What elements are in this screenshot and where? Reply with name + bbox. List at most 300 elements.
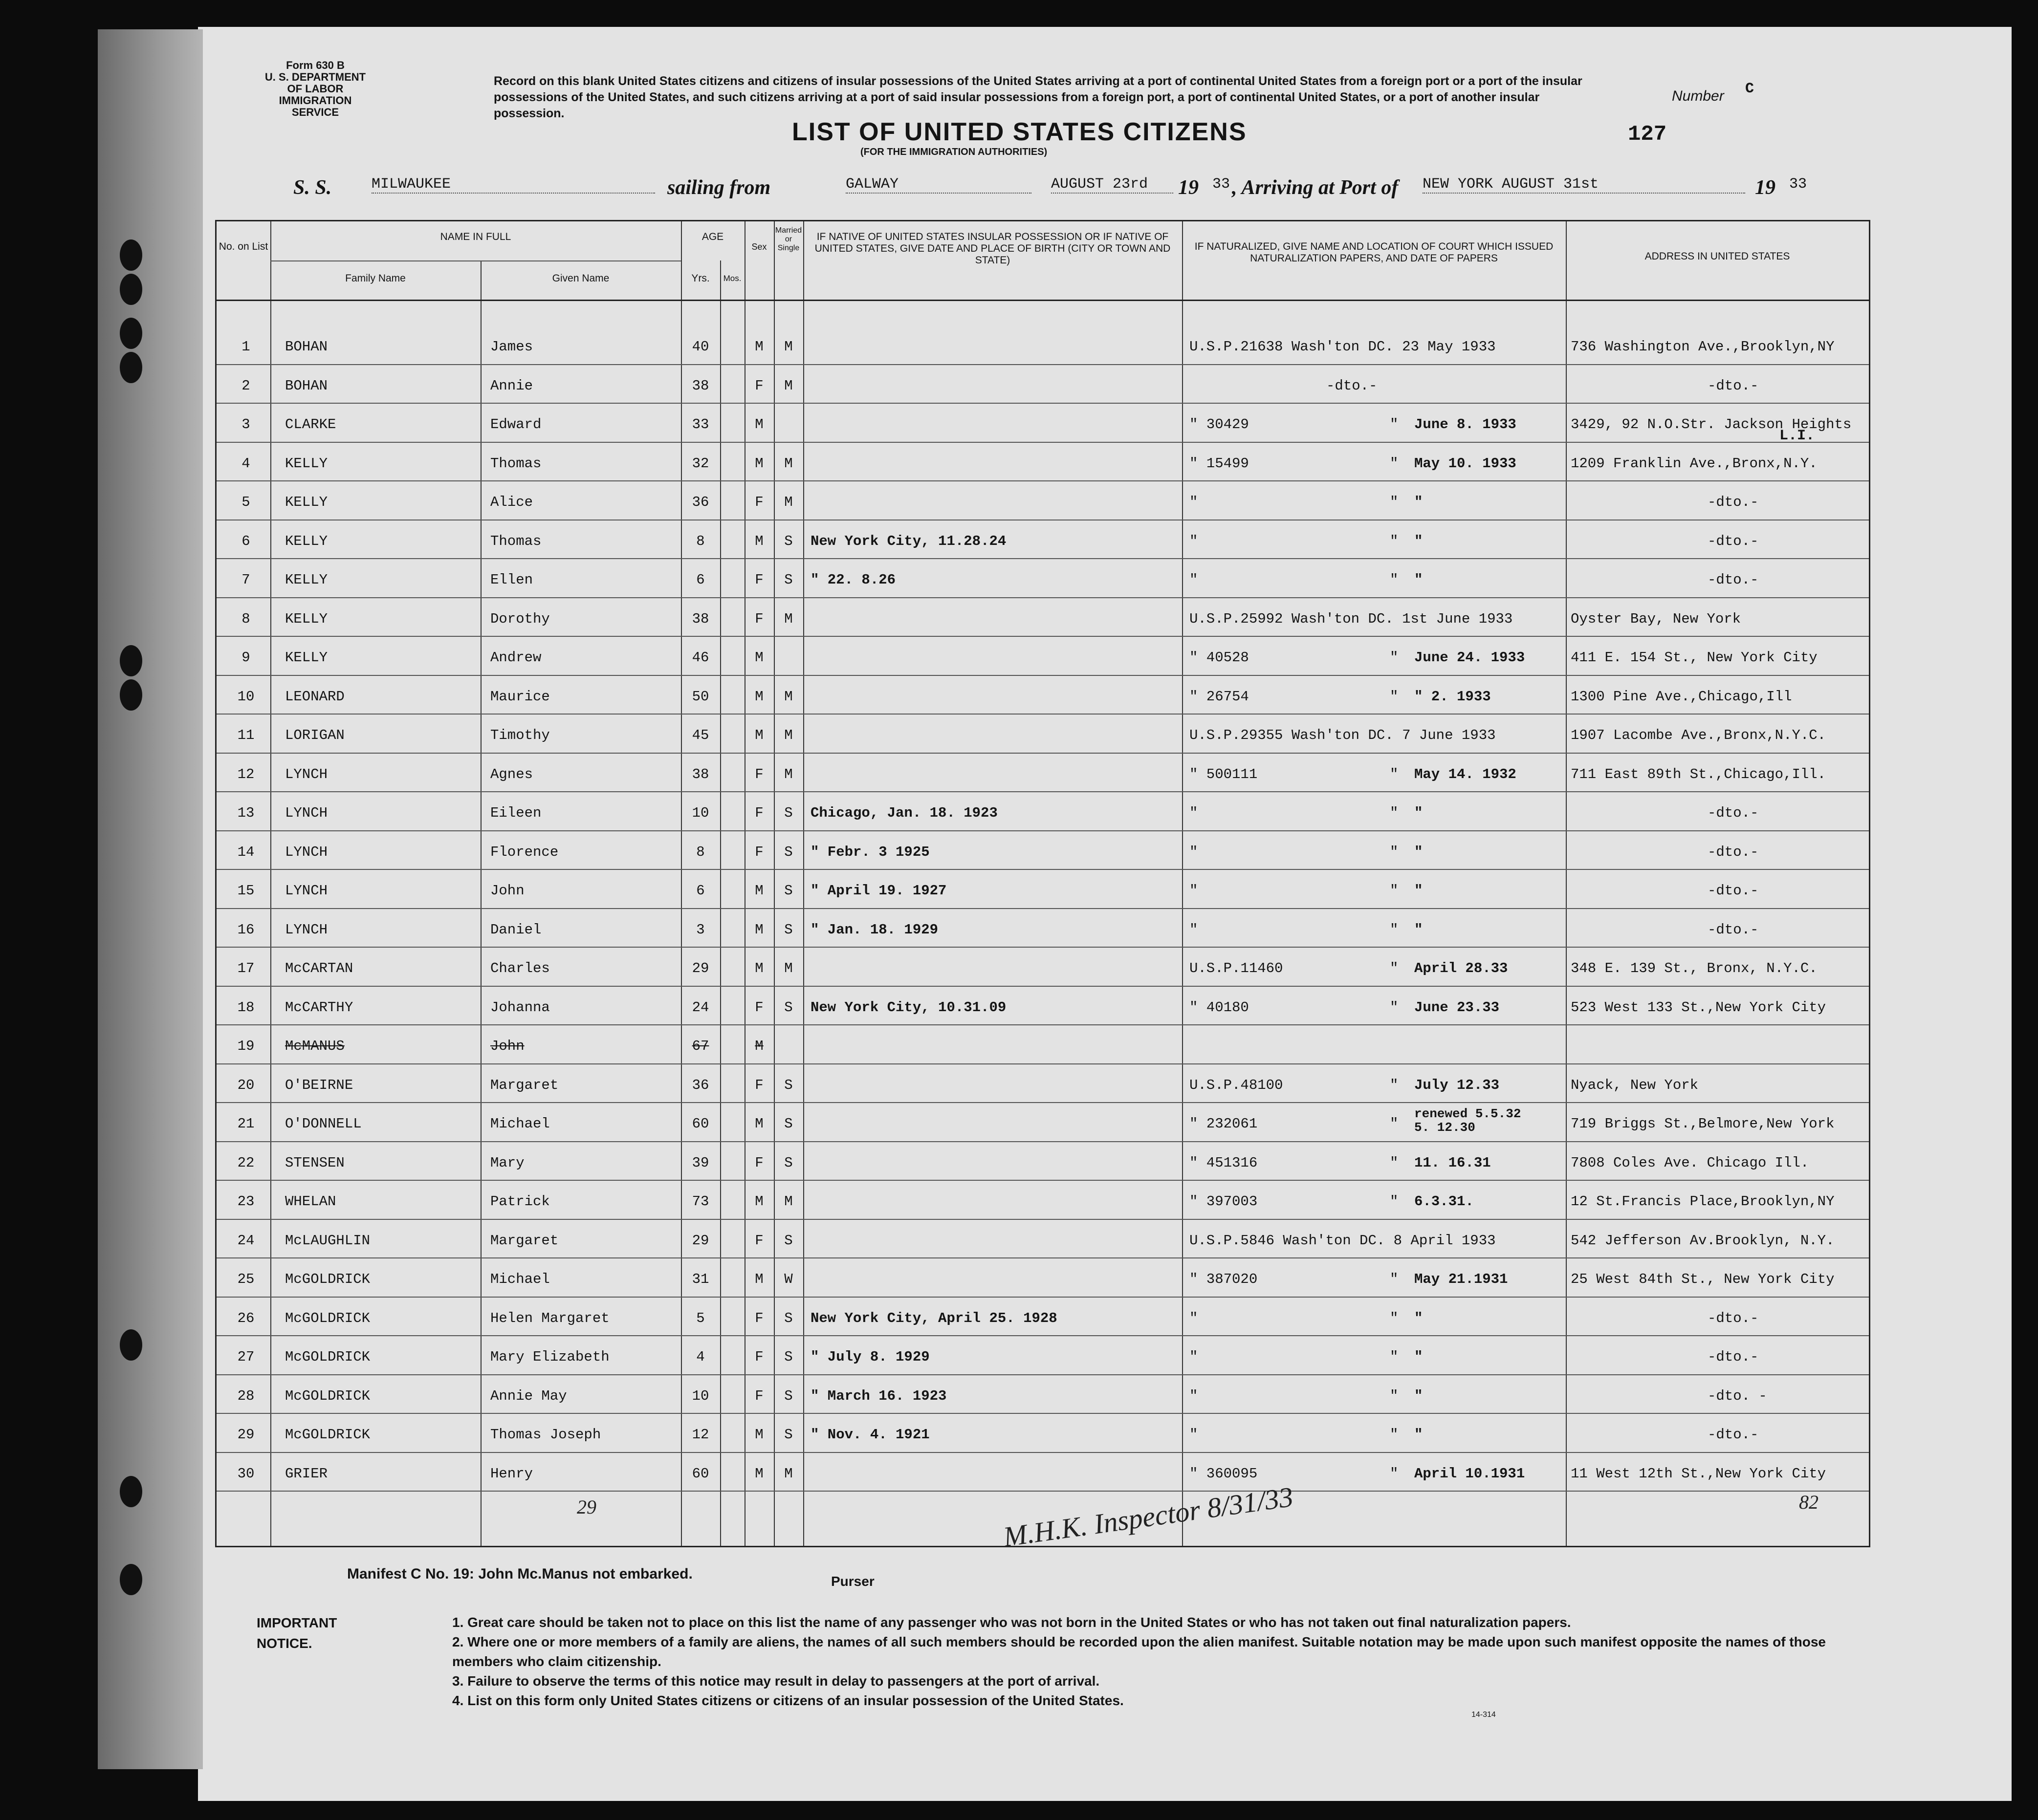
marital-status: S (784, 999, 793, 1016)
sex: M (755, 1193, 764, 1210)
marital-status: S (784, 883, 793, 899)
col-married: Married or Single (775, 226, 802, 252)
sex: M (755, 339, 764, 355)
row-number: 3 (241, 416, 250, 433)
given-name: Margaret (490, 1232, 559, 1249)
given-name: Helen Margaret (490, 1310, 610, 1326)
row-number: 28 (237, 1387, 255, 1404)
address: -dto.- (1708, 921, 1759, 938)
count-note: 82 (1799, 1491, 1819, 1513)
row-number: 24 (237, 1232, 255, 1249)
naturalization-date: renewed 5.5.32 5. 12.30 (1414, 1106, 1521, 1135)
row-number: 18 (237, 999, 255, 1016)
naturalization-court: " (1390, 455, 1399, 472)
naturalization-cert: " (1189, 1387, 1198, 1404)
naturalization-court: " (1390, 1310, 1399, 1326)
binder-hole (120, 1564, 142, 1595)
sex: F (755, 844, 764, 860)
naturalization-date: 11. 16.31 (1414, 1154, 1491, 1171)
birth-info: Chicago, Jan. 18. 1923 (811, 805, 998, 821)
address: -dto.- (1708, 805, 1759, 821)
age-years: 36 (692, 494, 709, 510)
binding-strip (98, 29, 203, 1769)
naturalization-court: " (1390, 1271, 1399, 1287)
age-years: 10 (692, 1387, 709, 1404)
family-name: LORIGAN (285, 727, 345, 743)
birth-info: " Nov. 4. 1921 (811, 1427, 930, 1443)
birth-info: New York City, 10.31.09 (811, 999, 1007, 1016)
row-number: 1 (241, 339, 250, 355)
naturalization-cert: " 30429 (1189, 416, 1249, 433)
sex: M (755, 1116, 764, 1132)
given-name: Thomas (490, 455, 542, 472)
given-name: Patrick (490, 1193, 550, 1210)
row-number: 20 (237, 1077, 255, 1093)
naturalization-cert: " 26754 (1189, 688, 1249, 705)
marital-status: S (784, 805, 793, 821)
naturalization-court: " (1390, 688, 1399, 705)
family-name: LYNCH (285, 921, 328, 938)
family-name: STENSEN (285, 1154, 345, 1171)
family-name: McMANUS (285, 1038, 345, 1054)
address: 348 E. 139 St., Bronx, N.Y.C. (1571, 960, 1818, 976)
row-rule (217, 1297, 1869, 1298)
sex: F (755, 494, 764, 510)
naturalization-court: " (1390, 1193, 1399, 1210)
address: 12 St.Francis Place,Brooklyn,NY (1571, 1193, 1835, 1210)
row-rule (217, 1141, 1869, 1142)
family-name: KELLY (285, 455, 328, 472)
sex: F (755, 805, 764, 821)
given-name: Alice (490, 494, 533, 510)
binder-hole (120, 1329, 142, 1361)
marital-status: S (784, 1232, 793, 1249)
naturalization-court: " (1390, 1077, 1399, 1093)
birth-info: New York City, 11.28.24 (811, 533, 1007, 549)
address: 736 Washington Ave.,Brooklyn,NY (1571, 339, 1835, 355)
given-name: Henry (490, 1465, 533, 1482)
age-years: 45 (692, 727, 709, 743)
sex: F (755, 1232, 764, 1249)
notice-item: 2. Where one or more members of a family are aliens, the names of all such members should be recorded upon the alien manifest. Suitable notation may be made upon such manifest opposite the names of those members who claim citizenship. (452, 1634, 1826, 1669)
age-years: 31 (692, 1271, 709, 1287)
marital-status: M (784, 688, 793, 705)
naturalization-cert: " 451316 (1189, 1154, 1258, 1171)
address: -dto.- (1708, 533, 1759, 549)
row-rule (217, 558, 1869, 559)
marital-status: S (784, 1077, 793, 1093)
marital-status: M (784, 455, 793, 472)
naturalization-court: " (1390, 1349, 1399, 1365)
row-rule (217, 1374, 1869, 1375)
address: -dto.- (1708, 883, 1759, 899)
row-rule (217, 1219, 1869, 1220)
family-name: KELLY (285, 572, 328, 588)
naturalization-court: " (1390, 960, 1399, 976)
row-number: 2 (241, 377, 250, 394)
naturalization-court: " (1390, 805, 1399, 821)
naturalization-court: " (1390, 883, 1399, 899)
notice-heading: IMPORTANT NOTICE. (257, 1615, 337, 1651)
row-rule (217, 1257, 1869, 1258)
age-years: 39 (692, 1154, 709, 1171)
sex: F (755, 1077, 764, 1093)
given-name: James (490, 339, 533, 355)
row-number: 5 (241, 494, 250, 510)
sex: M (755, 883, 764, 899)
naturalization-cert: " 397003 (1189, 1193, 1258, 1210)
address: 1907 Lacombe Ave.,Bronx,N.Y.C. (1571, 727, 1826, 743)
marital-status: S (784, 921, 793, 938)
naturalization-cert: " (1189, 921, 1198, 938)
col-birth: IF NATIVE OF UNITED STATES INSULAR POSSESSION OR IF NATIVE OF UNITED STATES, GIVE DATE AND PLACE OF BIRTH (CITY OR TOWN AND STATE) (814, 231, 1171, 266)
marital-status: M (784, 610, 793, 627)
binder-hole (120, 318, 142, 349)
purser-label: Purser (831, 1574, 875, 1589)
age-years: 29 (692, 1232, 709, 1249)
given-name: Annie May (490, 1387, 567, 1404)
sex: F (755, 1154, 764, 1171)
family-name: O'DONNELL (285, 1116, 362, 1132)
row-number: 9 (241, 650, 250, 666)
col-age: AGE (701, 231, 724, 242)
naturalization-cert: " (1189, 883, 1198, 899)
sex: F (755, 1349, 764, 1365)
list-number-label: Number (1672, 88, 1724, 104)
row-number: 7 (241, 572, 250, 588)
row-rule (217, 714, 1869, 715)
birth-info: New York City, April 25. 1928 (811, 1310, 1057, 1326)
family-name: LYNCH (285, 883, 328, 899)
age-years: 38 (692, 766, 709, 782)
address: Oyster Bay, New York (1571, 610, 1741, 627)
naturalization-court: " (1390, 533, 1399, 549)
sail-year-prefix: 19 (1178, 176, 1199, 199)
marital-status: S (784, 1154, 793, 1171)
row-rule (217, 636, 1869, 637)
marital-status: S (784, 1349, 793, 1365)
row-number: 12 (237, 766, 255, 782)
naturalization-cert: " (1189, 533, 1198, 549)
family-name: O'BEIRNE (285, 1077, 353, 1093)
row-rule (217, 1024, 1869, 1025)
sex: M (755, 921, 764, 938)
sex: M (755, 416, 764, 433)
family-name: LEONARD (285, 688, 345, 705)
age-years: 46 (692, 650, 709, 666)
family-name: McGOLDRICK (285, 1427, 371, 1443)
page-title: LIST OF UNITED STATES CITIZENS (792, 118, 1247, 146)
row-rule (217, 1063, 1869, 1064)
given-name: Thomas (490, 533, 542, 549)
given-name: Mary (490, 1154, 525, 1171)
family-name: BOHAN (285, 377, 328, 394)
sex: M (755, 960, 764, 976)
row-number: 23 (237, 1193, 255, 1210)
sex: M (755, 1465, 764, 1482)
row-number: 11 (237, 727, 255, 743)
given-name: Florence (490, 844, 559, 860)
sex: M (755, 1271, 764, 1287)
naturalization-court: " (1390, 494, 1399, 510)
marital-status: M (784, 1193, 793, 1210)
given-name: Mary Elizabeth (490, 1349, 610, 1365)
col-no: No. on List (219, 241, 268, 252)
family-name: GRIER (285, 1465, 328, 1482)
row-number: 22 (237, 1154, 255, 1171)
naturalization-court: " (1390, 1116, 1399, 1132)
notice-item: 4. List on this form only United States citizens or citizens of an insular possession of the United States. (452, 1693, 1124, 1708)
naturalization-date: " (1414, 572, 1423, 588)
row-number: 14 (237, 844, 255, 860)
given-name: Michael (490, 1271, 550, 1287)
naturalization-cert: " (1189, 1349, 1198, 1365)
age-years: 67 (692, 1038, 709, 1054)
sex: M (755, 688, 764, 705)
age-years: 60 (692, 1465, 709, 1482)
naturalization-cert: " 40180 (1189, 999, 1249, 1016)
birth-info: " March 16. 1923 (811, 1387, 947, 1404)
row-rule (217, 908, 1869, 909)
naturalization-date: June 8. 1933 (1414, 416, 1516, 433)
binder-hole (120, 1476, 142, 1507)
address: -dto.- (1708, 494, 1759, 510)
row-number: 17 (237, 960, 255, 976)
row-number: 29 (237, 1427, 255, 1443)
given-name: Charles (490, 960, 550, 976)
naturalization-cert: " 500111 (1189, 766, 1258, 782)
given-name: Margaret (490, 1077, 559, 1093)
sail-year: 33 (1212, 176, 1230, 193)
notice-items (452, 1613, 1831, 1711)
address: -dto.- (1708, 1310, 1759, 1326)
port-from: GALWAY (846, 176, 1031, 194)
naturalization-cert: " (1189, 1310, 1198, 1326)
family-name: McGOLDRICK (285, 1310, 371, 1326)
given-name: Thomas Joseph (490, 1427, 601, 1443)
sailing-label: sailing from (667, 176, 771, 199)
form-number: Form 630 B (286, 59, 345, 71)
address: 711 East 89th St.,Chicago,Ill. (1571, 766, 1826, 782)
binder-hole (120, 352, 142, 383)
naturalization-court: " (1390, 650, 1399, 666)
address: -dto.- (1708, 572, 1759, 588)
birth-info: " July 8. 1929 (811, 1349, 930, 1365)
given-name: Andrew (490, 650, 542, 666)
address: 11 West 12th St.,New York City (1571, 1465, 1826, 1482)
marital-status: S (784, 1116, 793, 1132)
naturalization-court: " (1390, 1427, 1399, 1443)
row-rule (217, 753, 1869, 754)
arriving-label: , Arriving at Port of (1232, 176, 1399, 199)
marital-status: S (784, 1310, 793, 1326)
marital-status: W (784, 1271, 793, 1287)
row-rule (217, 830, 1869, 831)
naturalization-cert: " (1189, 494, 1198, 510)
col-sex: Sex (751, 242, 767, 252)
ss-label: S. S. (293, 176, 332, 199)
binder-hole (120, 274, 142, 305)
age-years: 24 (692, 999, 709, 1016)
form-code: 14-314 (1471, 1711, 1496, 1719)
sex: F (755, 377, 764, 394)
naturalization-court: " (1390, 1154, 1399, 1171)
col-naturalized: IF NATURALIZED, GIVE NAME AND LOCATION OF COURT WHICH ISSUED NATURALIZATION PAPERS, AND DATE OF PAPERS (1194, 241, 1554, 264)
family-name: KELLY (285, 533, 328, 549)
row-number: 26 (237, 1310, 255, 1326)
address: -dto.- (1708, 1349, 1759, 1365)
binder-hole (120, 239, 142, 271)
naturalization-court: " (1390, 766, 1399, 782)
naturalization-date: " (1414, 1310, 1423, 1326)
col-given-name: Given Name (552, 273, 610, 284)
naturalization-date: June 23.33 (1414, 999, 1500, 1016)
address: 7808 Coles Ave. Chicago Ill. (1571, 1154, 1809, 1171)
row-rule (217, 1452, 1869, 1453)
address: -dto.- (1708, 1427, 1759, 1443)
row-rule (217, 1102, 1869, 1103)
age-years: 38 (692, 377, 709, 394)
age-years: 50 (692, 688, 709, 705)
form-instructions: Record on this blank United States citizens and citizens of insular possessions of the United States arriving at a port of continental United States from a foreign port or a port of the insular possessions of the United States, and such citizens arriving at a port of said insular possessions from a foreign port, a port of continental United States, or a port of another insular possession. (494, 74, 1582, 120)
age-years: 10 (692, 805, 709, 821)
sex: F (755, 572, 764, 588)
naturalization-cert: U.S.P.25992 Wash'ton DC. 1st June 1933 (1189, 610, 1513, 627)
marital-status: M (784, 339, 793, 355)
birth-info: " Jan. 18. 1929 (811, 921, 939, 938)
naturalization-date: 6.3.31. (1414, 1193, 1474, 1210)
given-name: Johanna (490, 999, 550, 1016)
sex: M (755, 727, 764, 743)
family-name: CLARKE (285, 416, 336, 433)
family-name: BOHAN (285, 339, 328, 355)
naturalization-court: " (1390, 1387, 1399, 1404)
naturalization-date: " (1414, 844, 1423, 860)
family-name: LYNCH (285, 844, 328, 860)
binder-hole (120, 645, 142, 676)
address: 1300 Pine Ave.,Chicago,Ill (1571, 688, 1792, 705)
form-department: U. S. DEPARTMENT OF LABOR (264, 71, 366, 95)
given-name: Daniel (490, 921, 542, 938)
address: 542 Jefferson Av.Brooklyn, N.Y. (1571, 1232, 1835, 1249)
family-name: KELLY (285, 610, 328, 627)
birth-info: " April 19. 1927 (811, 883, 947, 899)
naturalization-cert: " 15499 (1189, 455, 1249, 472)
naturalization-date: " (1414, 883, 1423, 899)
sex: F (755, 766, 764, 782)
family-name: McLAUGHLIN (285, 1232, 371, 1249)
notice-item: 1. Great care should be taken not to place on this list the name of any passenger who was not born in the United States or who has not taken out final naturalization papers. (452, 1615, 1571, 1630)
marital-status: M (784, 766, 793, 782)
manifest-table (215, 220, 1870, 1547)
row-number: 16 (237, 921, 255, 938)
binder-hole (120, 679, 142, 711)
col-yrs: Yrs. (691, 273, 710, 284)
form-id-block (257, 60, 374, 118)
sex: M (755, 650, 764, 666)
age-years: 32 (692, 455, 709, 472)
naturalization-cert: " 387020 (1189, 1271, 1258, 1287)
row-rule (217, 675, 1869, 676)
address-continuation: L.I. (1779, 428, 1815, 444)
sail-date: AUGUST 23rd (1051, 176, 1173, 194)
family-name: KELLY (285, 650, 328, 666)
address: 1209 Franklin Ave.,Bronx,N.Y. (1571, 455, 1818, 472)
age-years: 33 (692, 416, 709, 433)
form-service: IMMIGRATION SERVICE (279, 94, 352, 118)
naturalization-cert: U.S.P.11460 (1189, 960, 1283, 976)
naturalization-court: " (1390, 572, 1399, 588)
family-name: McGOLDRICK (285, 1349, 371, 1365)
marital-status: M (784, 377, 793, 394)
given-name: John (490, 1038, 525, 1054)
row-number: 8 (241, 610, 250, 627)
naturalization-cert: " (1189, 844, 1198, 860)
age-years: 12 (692, 1427, 709, 1443)
row-rule (217, 1491, 1869, 1492)
row-number: 19 (237, 1038, 255, 1054)
row-rule (217, 986, 1869, 987)
marital-status: M (784, 1465, 793, 1482)
arrival-year-prefix: 19 (1755, 176, 1775, 199)
naturalization-court: " (1390, 921, 1399, 938)
family-name: McCARTAN (285, 960, 353, 976)
given-name: Ellen (490, 572, 533, 588)
col-mos: Mos. (723, 274, 742, 283)
given-name: John (490, 883, 525, 899)
sex: M (755, 1038, 764, 1054)
sex: M (755, 1427, 764, 1443)
sex: F (755, 1387, 764, 1404)
sex: F (755, 1310, 764, 1326)
given-name: Dorothy (490, 610, 550, 627)
age-years: 4 (696, 1349, 705, 1365)
inspector-signature: M.H.K. Inspector 8/31/33 (1001, 1480, 1295, 1553)
sex: M (755, 533, 764, 549)
address: -dto.- (1708, 377, 1759, 394)
naturalization-cert: " (1189, 572, 1198, 588)
marital-status: S (784, 1387, 793, 1404)
row-rule (217, 869, 1869, 870)
row-rule (217, 364, 1869, 365)
naturalization-cert: " 40528 (1189, 650, 1249, 666)
address: -dto.- (1708, 844, 1759, 860)
ship-name: MILWAUKEE (372, 176, 655, 194)
marital-status: M (784, 494, 793, 510)
row-rule (217, 1413, 1869, 1414)
family-name: McGOLDRICK (285, 1271, 371, 1287)
birth-info: " 22. 8.26 (811, 572, 896, 588)
family-name: LYNCH (285, 805, 328, 821)
given-name: Edward (490, 416, 542, 433)
marital-status: S (784, 844, 793, 860)
address: 25 West 84th St., New York City (1571, 1271, 1835, 1287)
marital-status: S (784, 572, 793, 588)
row-number: 21 (237, 1116, 255, 1132)
age-years: 3 (696, 921, 705, 938)
given-name: Agnes (490, 766, 533, 782)
family-name: WHELAN (285, 1193, 336, 1210)
notice-item: 3. Failure to observe the terms of this notice may result in delay to passengers at the port of arrival. (452, 1673, 1100, 1689)
naturalization-date: " (1414, 921, 1423, 938)
col-name-in-full: NAME IN FULL (440, 231, 511, 242)
address: 523 West 133 St.,New York City (1571, 999, 1826, 1016)
naturalization-court: " (1390, 1465, 1399, 1482)
row-rule (217, 442, 1869, 443)
naturalization-date: " (1414, 533, 1423, 549)
age-years: 5 (696, 1310, 705, 1326)
marital-status: M (784, 727, 793, 743)
